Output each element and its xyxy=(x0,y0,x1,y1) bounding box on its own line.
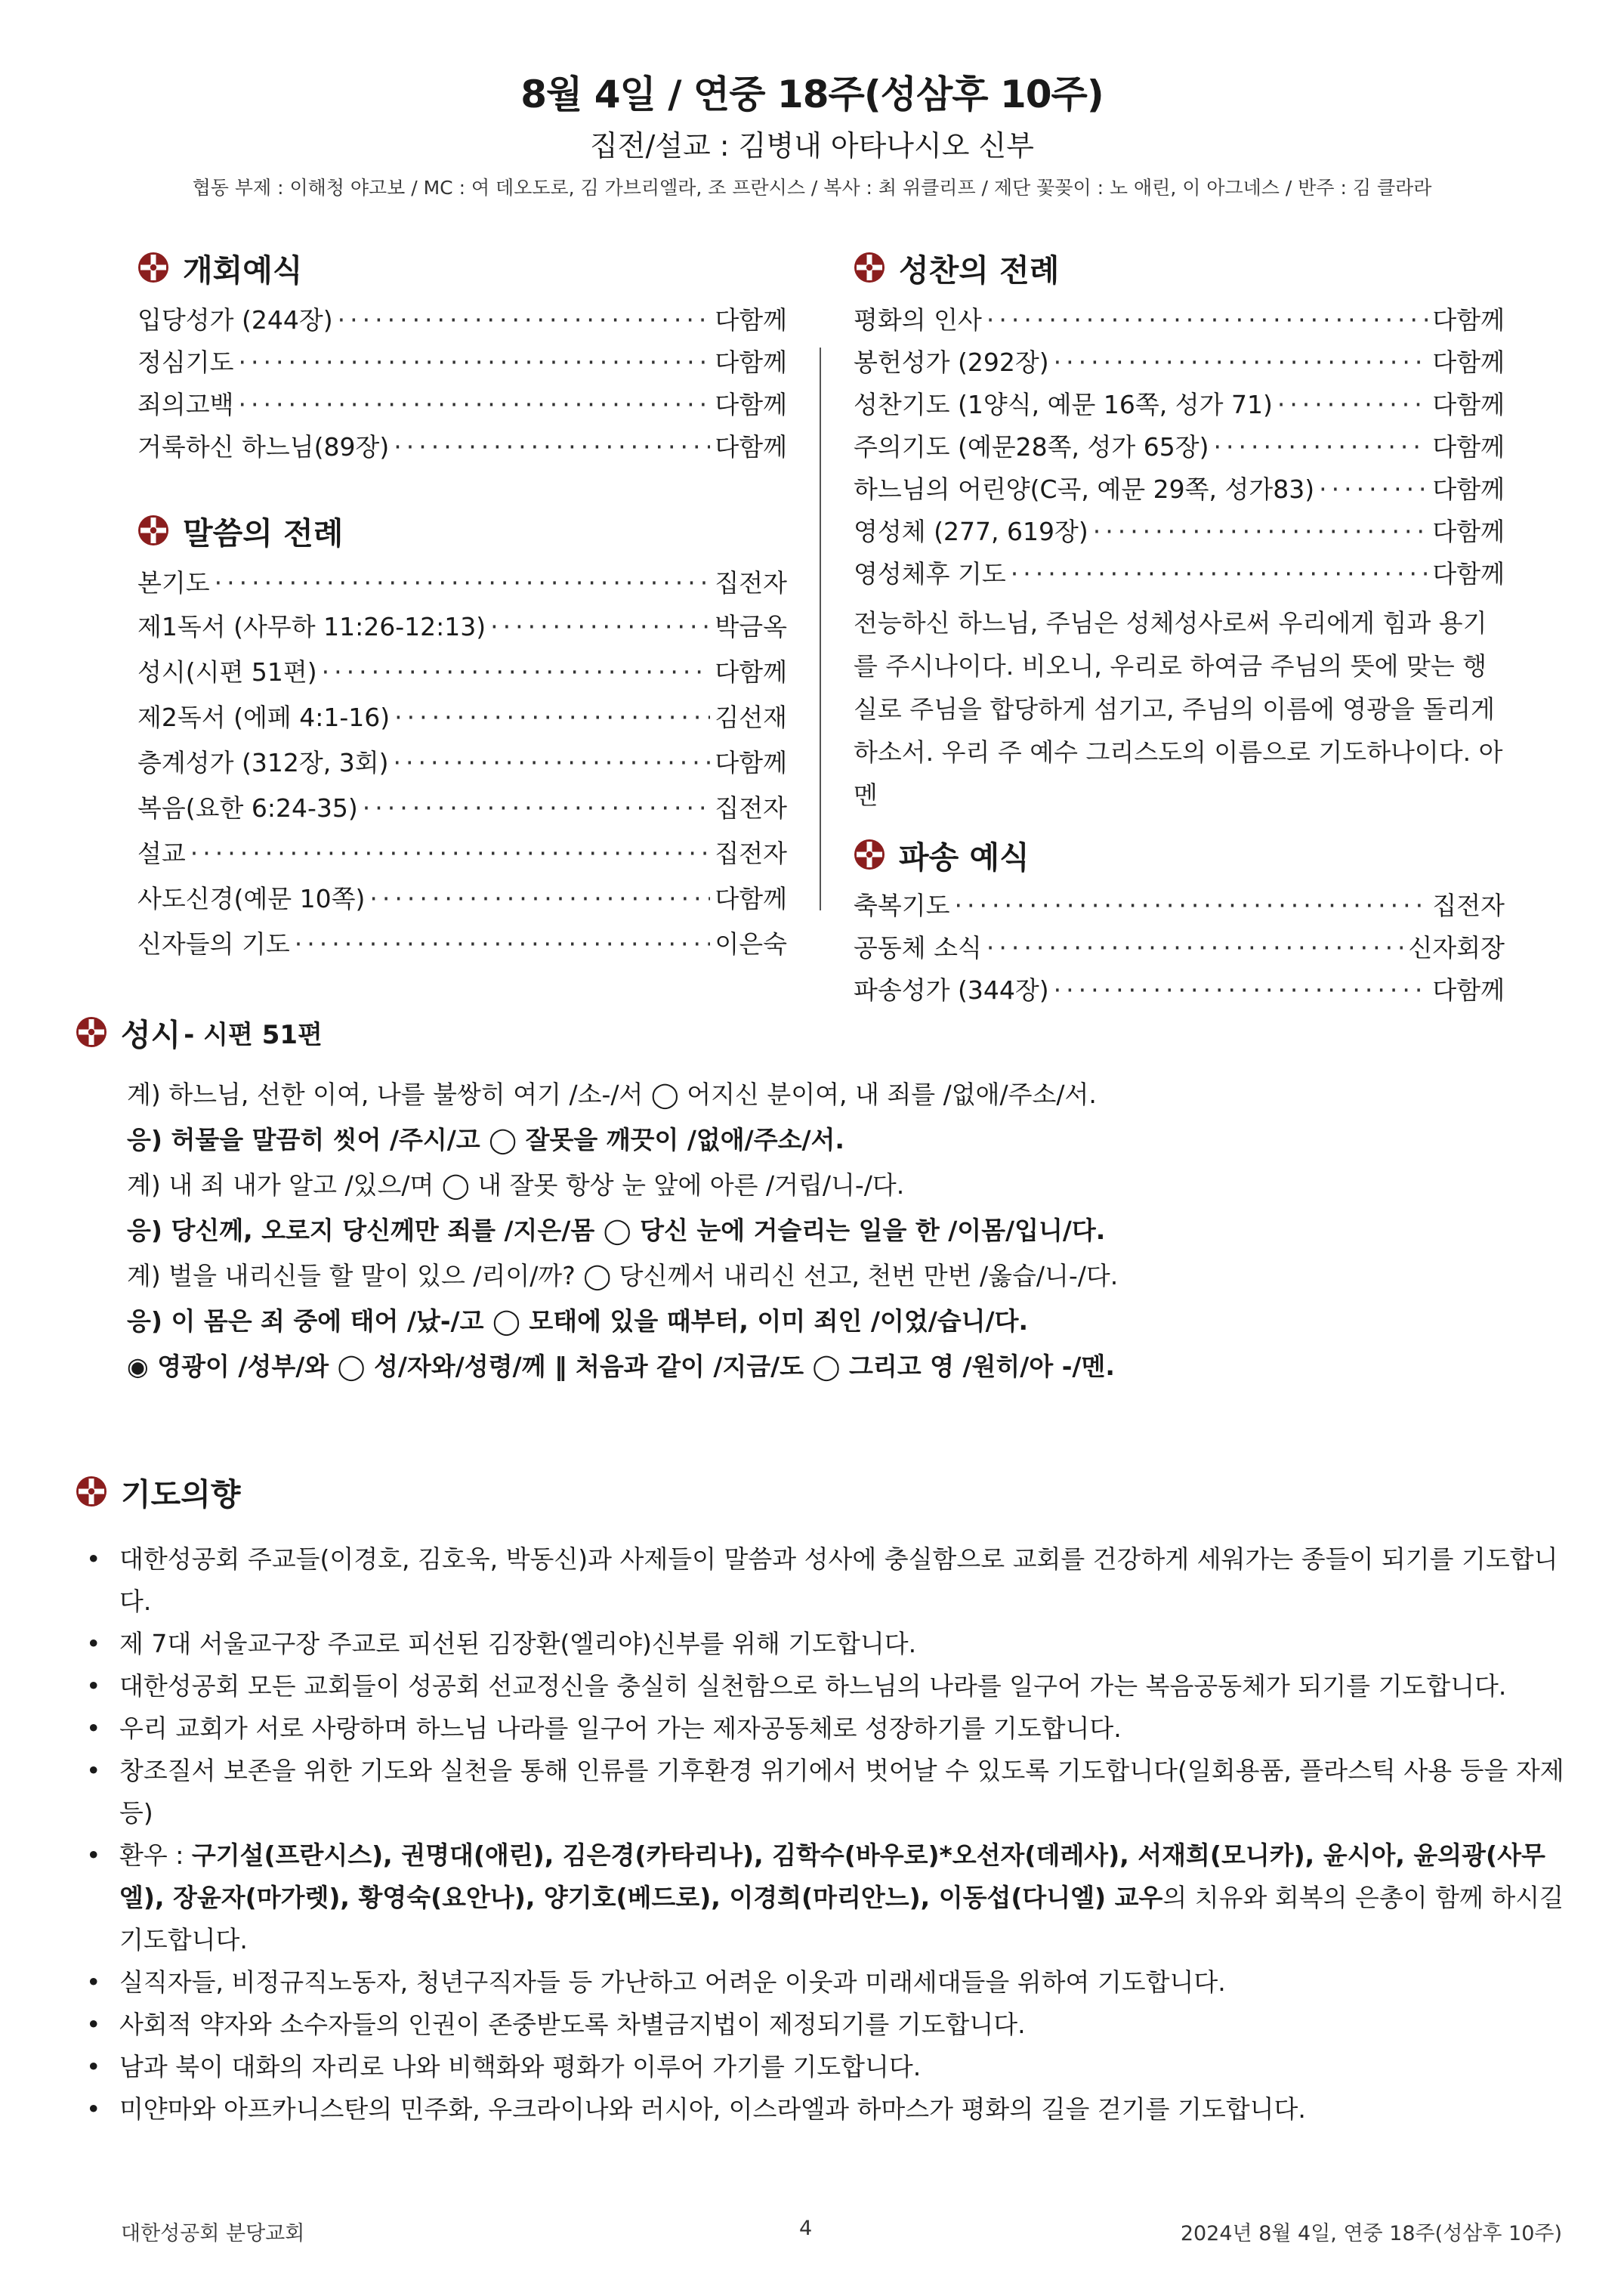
liturgy-role: 집전자 xyxy=(715,568,787,598)
psalm-line: 계) 벌을 내리신들 할 말이 있으 /리이/까? ◯ 당신께서 내리신 선고, 천번 만번 /옳습/니-/다. xyxy=(127,1261,1119,1290)
page-title: 8월 4일 / 연중 18주(성삼후 10주) xyxy=(520,73,1104,116)
liturgy-row xyxy=(137,426,787,468)
liturgy-item: 파송성가 (344장) xyxy=(854,975,1049,1005)
cross-icon xyxy=(854,252,885,283)
intention-item: • 미얀마와 아프카니스탄의 민주화, 우크라이나와 러시아, 이스라엘과 하마스가 평화의 길을 걷기를 기도합니다. xyxy=(76,2088,1571,2131)
right-column xyxy=(854,242,1505,1012)
bulletin-header xyxy=(0,70,1624,201)
psalm-line: 계) 내 죄 내가 알고 /있으/며 ◯ 내 잘못 항상 눈 앞에 아른 /거립/니-/다. xyxy=(127,1170,905,1200)
liturgy-role: 다함께 xyxy=(715,305,787,335)
liturgy-role: 다함께 xyxy=(1432,390,1505,419)
liturgy-role: 다함께 xyxy=(1432,975,1505,1005)
liturgy-role: 신자회장 xyxy=(1408,933,1505,963)
intention-item: • 우리 교회가 서로 사랑하며 하느님 나라를 일구어 가는 제자공동체로 성장하기를 기도합니다. xyxy=(76,1707,1571,1750)
intentions-section xyxy=(76,1466,1571,2131)
cross-icon xyxy=(76,1476,107,1507)
liturgy-item: 정심기도 xyxy=(137,348,234,377)
liturgy-item: 입당성가 (244장) xyxy=(137,305,333,335)
liturgy-item: 성찬기도 (1양식, 예문 16쪽, 성가 71) xyxy=(854,390,1273,419)
liturgy-row xyxy=(854,384,1505,426)
liturgy-item: 봉헌성가 (292장) xyxy=(854,348,1049,377)
psalm-heading xyxy=(76,1009,1548,1055)
liturgy-item: 사도신경(예문 10쪽) xyxy=(137,884,366,913)
section-dismissal-heading xyxy=(854,829,1505,880)
liturgy-role: 다함께 xyxy=(715,657,787,687)
psalm-line: 계) 하느님, 선한 이여, 나를 불쌍히 여기 /소-/서 ◯ 어지신 분이여, 내 죄를 /없애/주소/서. xyxy=(127,1080,1097,1109)
liturgy-item: 본기도 xyxy=(137,568,210,598)
liturgy-row xyxy=(137,786,787,831)
liturgy-role: 다함께 xyxy=(715,390,787,419)
liturgy-item: 제2독서 (에페 4:1-16) xyxy=(137,703,391,732)
liturgy-role: 다함께 xyxy=(1432,348,1505,377)
cross-icon xyxy=(137,515,169,546)
liturgy-row xyxy=(137,341,787,384)
liturgy-item: 공동체 소식 xyxy=(854,933,982,963)
liturgy-item: 신자들의 기도 xyxy=(137,929,290,959)
liturgy-row xyxy=(854,341,1505,384)
liturgy-item: 평화의 인사 xyxy=(854,305,982,335)
liturgy-role: 다함께 xyxy=(1432,432,1505,462)
liturgy-role: 김선재 xyxy=(715,703,787,732)
liturgy-role: 다함께 xyxy=(715,884,787,913)
section-title: 성시 xyxy=(121,1016,181,1053)
cross-icon xyxy=(854,839,885,870)
ministers-line: 협동 부제 : 이해청 야고보 / MC : 여 데오도로, 김 가브리엘라, 조 프란시스 / 복사 : 최 위클리프 / 제단 꽃꽂이 : 노 애린, 이 아그네스 / 반주 : 김 클라라 xyxy=(192,177,1432,199)
liturgy-role: 박금옥 xyxy=(715,612,787,641)
psalm-line: 응) 당신께, 오로지 당신께만 죄를 /지은/몸 ◯ 당신 눈에 거슬리는 일을 한 /이몸/입니/다. xyxy=(127,1216,1106,1245)
liturgy-item: 하느님의 어린양(C곡, 예문 29쪽, 성가83) xyxy=(854,474,1315,504)
liturgy-item: 영성체 (277, 619장) xyxy=(854,517,1088,546)
liturgy-row xyxy=(854,885,1505,927)
liturgy-row xyxy=(854,969,1505,1012)
liturgy-row xyxy=(137,695,787,740)
liturgy-row xyxy=(137,740,787,786)
liturgy-item: 층계성가 (312장, 3회) xyxy=(137,748,389,777)
liturgy-row xyxy=(137,876,787,922)
liturgy-role: 다함께 xyxy=(715,432,787,462)
psalm-reference: - 시편 51편 xyxy=(184,1019,323,1050)
liturgy-item: 축복기도 xyxy=(854,891,950,920)
intention-item: • 제 7대 서울교구장 주교로 피선된 김장환(엘리야)신부를 위해 기도합니다. xyxy=(76,1623,1571,1665)
intention-item: • 창조질서 보존을 위한 기도와 실천을 통해 인류를 기후환경 위기에서 벗어날 수 있도록 기도합니다(일회용품, 플라스틱 사용 등을 자제 등) xyxy=(76,1750,1571,1834)
liturgy-row xyxy=(137,384,787,426)
intention-item: • 사회적 약자와 소수자들의 인권이 존중받도록 차별금지법이 제정되기를 기도합니다. xyxy=(76,2004,1571,2046)
liturgy-role: 집전자 xyxy=(1432,891,1505,920)
liturgy-role: 다함께 xyxy=(1432,474,1505,504)
liturgy-item: 영성체후 기도 xyxy=(854,559,1006,589)
liturgy-item: 거룩하신 하느님(89장) xyxy=(137,432,390,462)
liturgy-row xyxy=(137,604,787,650)
liturgy-row xyxy=(854,299,1505,341)
section-opening-heading xyxy=(137,242,787,293)
footer-church: 대한성공회 분당교회 xyxy=(121,2222,305,2245)
liturgy-role: 다함께 xyxy=(715,348,787,377)
section-title: 개회예식 xyxy=(183,252,303,289)
liturgy-item: 주의기도 (예문28쪽, 성가 65장) xyxy=(854,432,1209,462)
liturgy-row xyxy=(137,562,787,604)
liturgy-role: 다함께 xyxy=(1432,305,1505,335)
liturgy-row xyxy=(854,927,1505,969)
liturgy-row xyxy=(137,922,787,967)
page-number: 4 xyxy=(799,2217,813,2240)
intention-item-sick xyxy=(76,1834,1571,1961)
liturgy-row xyxy=(854,426,1505,468)
psalm-section xyxy=(76,1009,1548,1389)
liturgy-role: 다함께 xyxy=(715,748,787,777)
section-eucharist-heading xyxy=(854,242,1505,293)
liturgy-item: 복음(요한 6:24-35) xyxy=(137,793,358,823)
liturgy-role: 집전자 xyxy=(715,793,787,823)
section-title: 성찬의 전례 xyxy=(899,252,1060,289)
intention-item: • 남과 북이 대화의 자리로 나와 비핵화와 평화가 이루어 가기를 기도합니다. xyxy=(76,2046,1571,2088)
celebrant-line: 집전/설교 : 김병내 아타나시오 신부 xyxy=(590,129,1034,162)
liturgy-item: 제1독서 (사무하 11:26-12:13) xyxy=(137,612,486,641)
cross-icon xyxy=(137,252,169,283)
intention-item: • 대한성공회 모든 교회들이 성공회 선교정신을 충실히 실천함으로 하느님의 나라를 일구어 가는 복음공동체가 되기를 기도합니다. xyxy=(76,1665,1571,1707)
left-column xyxy=(137,242,787,967)
liturgy-row xyxy=(854,511,1505,553)
liturgy-row xyxy=(854,553,1505,595)
sick-prefix: 환우 : xyxy=(119,1840,192,1870)
liturgy-item: 설교 xyxy=(137,839,186,868)
sick-suffix: 의 치유와 회복의 은총이 함께 하시길 기도합니다. xyxy=(119,1883,1564,1955)
cross-icon xyxy=(76,1016,107,1048)
liturgy-row xyxy=(137,299,787,341)
liturgy-role: 다함께 xyxy=(1432,517,1505,546)
liturgy-row xyxy=(854,468,1505,511)
liturgy-role: 이은숙 xyxy=(715,929,787,959)
liturgy-role: 다함께 xyxy=(1432,559,1505,589)
psalm-lines xyxy=(127,1072,1548,1389)
liturgy-item: 성시(시편 51편) xyxy=(137,657,317,687)
intention-item: • 대한성공회 주교들(이경호, 김호욱, 박동신)과 사제들이 말씀과 성사에 충실함으로 교회를 건강하게 세워가는 종들이 되기를 기도합니다. xyxy=(76,1538,1571,1623)
section-title: 말씀의 전례 xyxy=(183,515,344,552)
psalm-line: 응) 이 몸은 죄 중에 태어 /났-/고 ◯ 모태에 있을 때부터, 이미 죄인 /이었/습니/다. xyxy=(127,1306,1028,1336)
intentions-list xyxy=(76,1538,1571,2131)
column-divider xyxy=(820,348,821,910)
intentions-heading xyxy=(76,1466,1571,1517)
footer-date: 2024년 8월 4일, 연중 18주(성삼후 10주) xyxy=(1180,2222,1562,2245)
post-communion-prayer: 전능하신 하느님, 주님은 성체성사로써 우리에게 힘과 용기를 주시나이다. 비오니, 우리로 하여금 주님의 뜻에 맞는 행실로 주님을 합당하게 섬기고, 주님의 이름에 영광을 돌리게 하소서. 우리 주 예수 그리스도의 이름으로 기도하나이다. 아멘 xyxy=(854,608,1503,810)
sick-names: 구기설(프란시스), 권명대(애린), 김은경(카타리나), 김학수(바우로)*오선자(데레사), 서재희(모니카), 윤시아, 윤의광(사무엘), 장윤자(마가렛), 황영숙(요안나), 양기호(베드로), 이경희(마리안느), 이동섭(다니엘) 교우 xyxy=(119,1840,1545,1912)
liturgy-item: 죄의고백 xyxy=(137,390,234,419)
liturgy-role: 집전자 xyxy=(715,839,787,868)
section-title: 기도의향 xyxy=(121,1476,241,1513)
liturgy-row xyxy=(137,650,787,695)
psalm-line: ◉ 영광이 /성부/와 ◯ 성/자와/성령/께 ‖ 처음과 같이 /지금/도 ◯ 그리고 영 /원히/아 -/멘. xyxy=(127,1352,1115,1381)
section-title: 파송 예식 xyxy=(899,839,1030,876)
section-word-heading xyxy=(137,505,787,556)
psalm-line: 응) 허물을 말끔히 씻어 /주시/고 ◯ 잘못을 깨끗이 /없애/주소/서. xyxy=(127,1125,844,1154)
liturgy-row xyxy=(137,831,787,876)
intention-item: • 실직자들, 비정규직노동자, 청년구직자들 등 가난하고 어려운 이웃과 미래세대들을 위하여 기도합니다. xyxy=(76,1961,1571,2004)
